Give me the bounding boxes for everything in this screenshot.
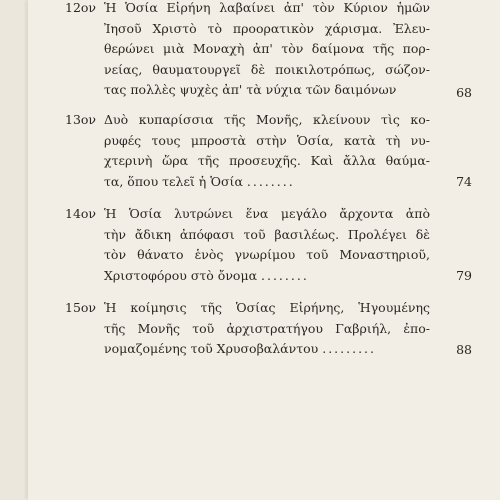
leader-dots: ........: [261, 267, 309, 283]
chapter-number: 15ον: [65, 300, 97, 315]
entry-line: Ἡ Ὁσία Εἰρήνη λαβαίνει ἀπ' τὸν Κύριον ἡμῶν: [104, 0, 430, 15]
entry-line: ρυφές τους μπροστὰ στὴν Ὁσία, κατὰ τὴ νυ-: [104, 132, 430, 148]
book-page: [28, 0, 500, 500]
page-number: 88: [456, 341, 472, 357]
entry-line: νείας, θαυματουργεῖ δὲ ποικιλοτρόπως, σώζον-: [104, 61, 430, 77]
entry-line: Ἡ κοίμησις τῆς Ὁσίας Εἰρήνης, Ἡγουμένης: [104, 300, 430, 315]
toc-entry-13: [65, 110, 472, 192]
chapter-number: 13ον: [65, 112, 97, 127]
entry-line: τας πολλὲς ψυχὲς ἀπ' τὰ νύχια τῶν δαιμόνων: [104, 82, 397, 97]
entry-line: νομαζομένης τοῦ Χρυσοβαλάντου .........: [104, 341, 376, 356]
chapter-number: 14ον: [65, 206, 97, 221]
leader-dots: ........: [246, 173, 295, 189]
entry-line: τα, ὅπου τελεῖ ἡ Ὁσία ........: [104, 173, 295, 189]
toc-entry-15: [65, 298, 472, 360]
chapter-number: 12ον: [65, 0, 97, 15]
entry-line: τὴν ἄδικη ἀπόφασι τοῦ βασιλέως. Προλέγει δὲ: [104, 226, 430, 242]
toc-entry-14: [65, 204, 472, 286]
toc-entry-12: [65, 0, 472, 103]
page-number: 74: [456, 173, 472, 189]
leader-dots: .........: [322, 341, 376, 356]
page-number: 79: [456, 267, 472, 283]
entry-line: Ἰησοῦ Χριστὸ τὸ προορατικὸν χάρισμα. Ἐλευ-: [104, 20, 430, 36]
page-number: 68: [456, 84, 472, 100]
entry-line: Χριστοφόρου στὸ ὄνομα ........: [104, 267, 309, 283]
entry-line: τῆς Μονῆς τοῦ ἀρχιστρατήγου Γαβριήλ, ἐπο-: [104, 320, 430, 336]
entry-line: θερώνει μιὰ Μοναχὴ ἀπ' τὸν δαίμονα τῆς πορ-: [104, 41, 430, 56]
entry-line: χτερινὴ ὥρα τῆς προσευχῆς. Καὶ ἄλλα θαύμα-: [104, 153, 430, 168]
entry-line: τὸν θάνατο ἑνὸς γνωρίμου τοῦ Μοναστηριοῦ,: [104, 247, 430, 262]
entry-line: Δυὸ κυπαρίσσια τῆς Μονῆς, κλείνουν τὶς κο-: [104, 112, 430, 127]
entry-line: Ἡ Ὁσία λυτρώνει ἕνα μεγάλο ἄρχοντα ἀπὸ: [104, 206, 430, 221]
